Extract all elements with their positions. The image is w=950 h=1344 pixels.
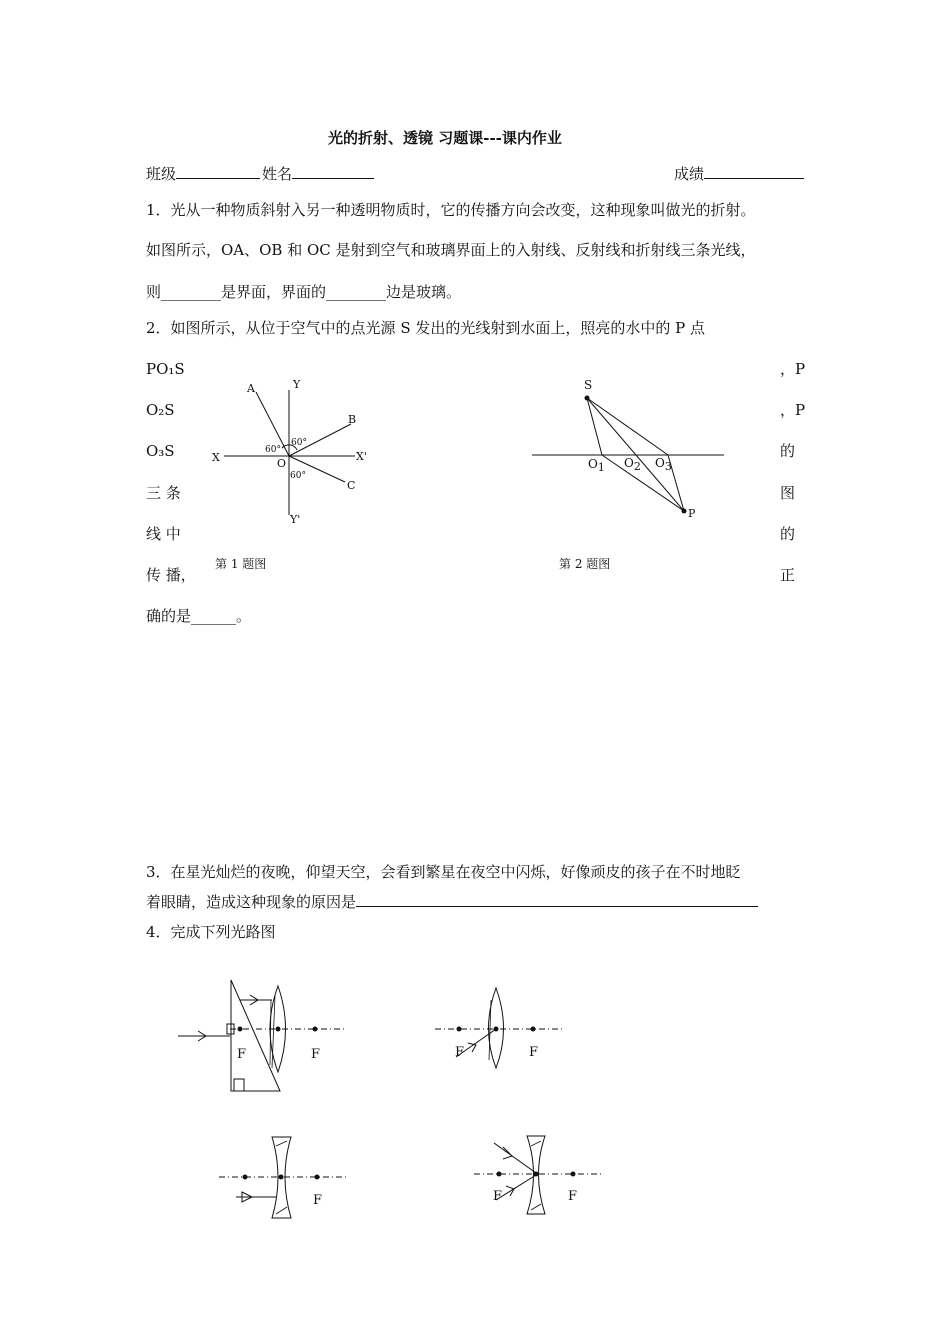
optics3-focus-right [315, 1175, 320, 1180]
optics4-label-F-right: F [568, 1189, 578, 1204]
fig2-label-O3: O3 [655, 456, 672, 473]
figure-2 [528, 374, 728, 524]
q2-right-2: ，P [780, 401, 806, 419]
name-label: 姓名 [262, 165, 374, 182]
fig1-label-O: O [277, 457, 287, 470]
q3-line1: 3．在星光灿烂的夜晚，仰望天空，会看到繁星在夜空中闪烁，好像顽皮的孩子在不时地眨 [146, 863, 741, 881]
q2-right-3: 的 [780, 442, 796, 460]
optics-figure-concave-1 [215, 1133, 355, 1223]
optics4-label-F-left: F [493, 1189, 503, 1204]
q2-right-6: 正 [780, 566, 796, 584]
fig1-angle-1: 60° [265, 445, 281, 455]
name-blank[interactable] [292, 165, 374, 179]
optics-figure-concave-2 [470, 1133, 610, 1223]
optics4-focus-right [571, 1172, 576, 1177]
fig2-point-P [682, 509, 687, 514]
fig2-point-S [585, 396, 590, 401]
q2-line1: 2．如图所示，从位于空气中的点光源 S 发出的光线射到水面上，照亮的水中的 P 点 [146, 319, 705, 337]
fig1-label-C: C [347, 479, 356, 492]
figure-1 [208, 376, 408, 536]
class-blank[interactable] [176, 165, 260, 179]
q2-left-6: 传 播， [146, 566, 196, 584]
fig1-angle-2: 60° [291, 438, 307, 448]
optics3-label-F: F [313, 1193, 323, 1208]
fig1-label-B: B [348, 413, 357, 426]
optics2-label-F-right: F [529, 1045, 539, 1060]
optics1-center [276, 1027, 281, 1032]
q2-left-2: O₂S [146, 401, 175, 419]
q1-blank-2[interactable]: ________ [326, 283, 387, 301]
optics1-label-F-left: F [237, 1047, 247, 1062]
optics2-focus-left [457, 1027, 462, 1032]
fig1-label-X: X [212, 451, 220, 464]
optics4-focus-left [497, 1172, 502, 1177]
fig2-label-S: S [584, 378, 593, 392]
optics1-focus-left [238, 1027, 243, 1032]
class-label: 班级 [146, 165, 260, 182]
q1-line3: 则________是界面，界面的________边是玻璃。 [146, 283, 462, 301]
optics2-focus-right [531, 1027, 536, 1032]
fig2-label-P: P [688, 507, 696, 520]
q2-left-4: 三 条 [146, 484, 181, 502]
optics1-focus-right [313, 1027, 318, 1032]
optics2-center [494, 1027, 499, 1032]
optics-figure-prism-convex [174, 975, 354, 1095]
optics1-label-F-right: F [311, 1047, 321, 1062]
fig1-label-A: A [247, 382, 255, 395]
q2-right-1: ，P [780, 360, 806, 378]
fig2-caption: 第 2 题图 [559, 557, 611, 571]
q1-line1: 1．光从一种物质斜射入另一种透明物质时，它的传播方向会改变，这种现象叫做光的折射。 [146, 201, 756, 219]
q2-right-5: 的 [780, 525, 796, 543]
fig1-label-Yp: Y' [290, 513, 301, 526]
fig1-caption: 第 1 题图 [215, 557, 267, 571]
optics3-center [279, 1175, 284, 1180]
fig1-angle-3: 60° [290, 471, 306, 481]
q2-last-line: 确的是______。 [146, 607, 252, 625]
fig2-label-O2: O2 [624, 456, 641, 473]
optics2-label-F-left: F [455, 1045, 465, 1060]
q3-line2: 着眼睛，造成这种现象的原因是 [146, 893, 758, 910]
optics-figure-convex [430, 985, 570, 1075]
q1-blank-1[interactable]: ________ [161, 283, 222, 301]
q2-left-1: PO₁S [146, 360, 185, 378]
score-blank[interactable] [704, 165, 804, 179]
q2-right-4: 图 [780, 484, 796, 502]
q1-line2: 如图所示，OA、OB 和 OC 是射到空气和玻璃界面上的入射线、反射线和折射线三条光线， [146, 241, 756, 259]
page-title: 光的折射、透镜 习题课---课内作业 [328, 129, 562, 147]
q2-left-5: 线 中 [146, 525, 181, 543]
optics3-focus-left [243, 1175, 248, 1180]
q2-left-3: O₃S [146, 442, 175, 460]
q3-answer-blank[interactable] [356, 893, 758, 907]
fig1-label-Y: Y [293, 378, 301, 391]
fig2-label-O1: O1 [588, 457, 605, 474]
optics4-center [534, 1172, 539, 1177]
q4-line1: 4．完成下列光路图 [146, 923, 276, 941]
fig1-label-Xp: X' [356, 450, 367, 463]
score-label: 成绩 [674, 165, 804, 182]
